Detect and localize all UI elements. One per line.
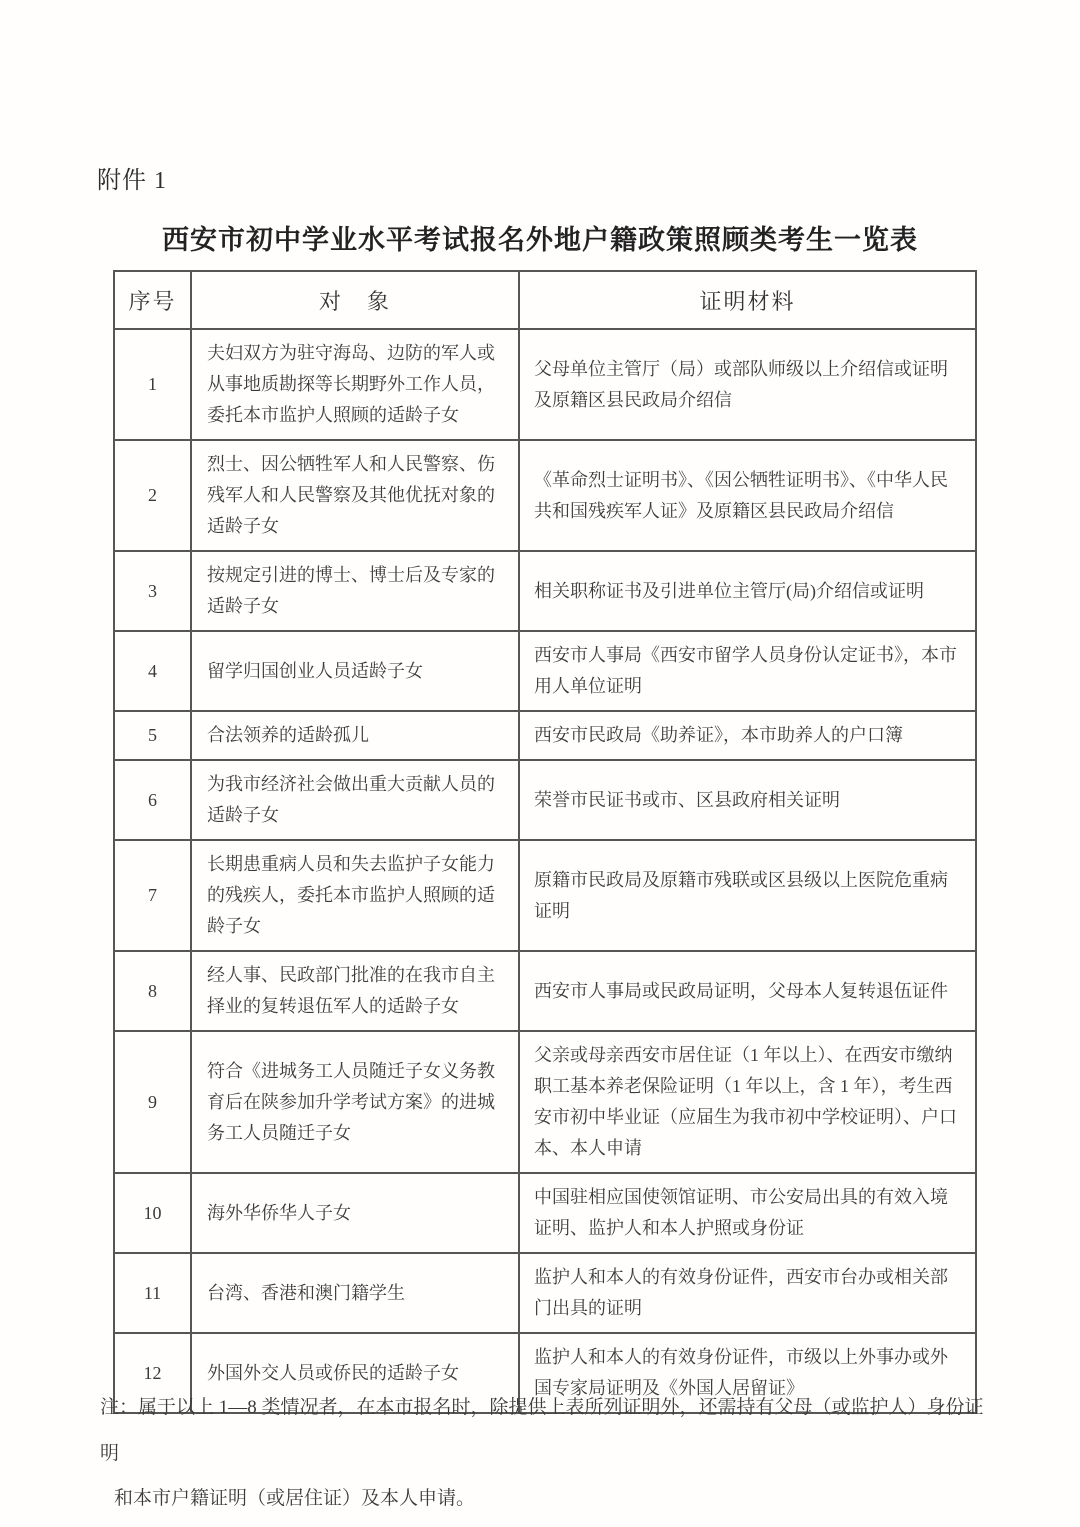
row-materials: 父母单位主管厅（局）或部队师级以上介绍信或证明及原籍区县民政局介绍信	[519, 329, 976, 440]
footnote-line: 和本市户籍证明（或居住证）及本人申请。	[114, 1488, 476, 1510]
row-materials: 原籍市民政局及原籍市残联或区县级以上医院危重病证明	[519, 840, 976, 951]
header-cell-no: 序号	[114, 271, 191, 329]
row-materials: 中国驻相应国使领馆证明、市公安局出具的有效入境证明、监护人和本人护照或身份证	[519, 1173, 976, 1253]
row-object: 海外华侨华人子女	[191, 1173, 519, 1253]
table-row	[114, 951, 976, 1031]
table-header-row	[114, 271, 976, 329]
row-object: 符合《进城务工人员随迁子女义务教育后在陕参加升学考试方案》的进城务工人员随迁子女	[191, 1031, 519, 1173]
footnote	[100, 1385, 985, 1522]
row-object: 留学归国创业人员适龄子女	[191, 631, 519, 711]
row-no: 9	[114, 1031, 191, 1173]
row-materials: 西安市人事局《西安市留学人员身份认定证书》，本市用人单位证明	[519, 631, 976, 711]
row-object: 按规定引进的博士、博士后及专家的适龄子女	[191, 551, 519, 631]
row-object: 外国外交人员或侨民的适龄子女	[191, 1333, 519, 1413]
row-no: 12	[114, 1333, 191, 1413]
header-cell-object: 对 象	[191, 271, 519, 329]
row-object: 合法领养的适龄孤儿	[191, 711, 519, 760]
row-object: 为我市经济社会做出重大贡献人员的适龄子女	[191, 760, 519, 840]
row-object: 烈士、因公牺牲军人和人民警察、伤残军人和人民警察及其他优抚对象的适龄子女	[191, 440, 519, 551]
row-materials: 监护人和本人的有效身份证件，市级以上外事办或外国专家局证明及《外国人居留证》	[519, 1333, 976, 1413]
row-materials: 《革命烈士证明书》、《因公牺牲证明书》、《中华人民共和国残疾军人证》及原籍区县民政局介绍信	[519, 440, 976, 551]
row-materials: 西安市民政局《助养证》，本市助养人的户口簿	[519, 711, 976, 760]
row-no: 11	[114, 1253, 191, 1333]
row-no: 1	[114, 329, 191, 440]
table-row	[114, 1253, 976, 1333]
row-no: 8	[114, 951, 191, 1031]
table-row	[114, 631, 976, 711]
row-materials: 相关职称证书及引进单位主管厅(局)介绍信或证明	[519, 551, 976, 631]
header-cell-materials: 证明材料	[519, 271, 976, 329]
row-no: 5	[114, 711, 191, 760]
row-no: 7	[114, 840, 191, 951]
policy-table	[113, 270, 977, 1414]
row-no: 6	[114, 760, 191, 840]
table-row	[114, 551, 976, 631]
table-row	[114, 329, 976, 440]
row-object: 长期患重病人员和失去监护子女能力的残疾人，委托本市监护人照顾的适龄子女	[191, 840, 519, 951]
row-object: 经人事、民政部门批准的在我市自主择业的复转退伍军人的适龄子女	[191, 951, 519, 1031]
row-materials: 荣誉市民证书或市、区县政府相关证明	[519, 760, 976, 840]
row-no: 2	[114, 440, 191, 551]
row-materials: 监护人和本人的有效身份证件，西安市台办或相关部门出具的证明	[519, 1253, 976, 1333]
page-title: 西安市初中学业水平考试报名外地户籍政策照顾类考生一览表	[162, 225, 918, 255]
table-row	[114, 711, 976, 760]
table-row	[114, 1031, 976, 1173]
row-materials: 西安市人事局或民政局证明，父母本人复转退伍证件	[519, 951, 976, 1031]
row-object: 台湾、香港和澳门籍学生	[191, 1253, 519, 1333]
row-object: 夫妇双方为驻守海岛、边防的军人或从事地质勘探等长期野外工作人员，委托本市监护人照顾的适龄子女	[191, 329, 519, 440]
row-no: 4	[114, 631, 191, 711]
row-no: 3	[114, 551, 191, 631]
table-row	[114, 440, 976, 551]
row-no: 10	[114, 1173, 191, 1253]
table-row	[114, 840, 976, 951]
table-row	[114, 760, 976, 840]
attachment-label: 附件 1	[97, 168, 167, 194]
footnote-line: 注：属于以上 1—8 类情况者，在本市报名时，除提供上表所列证明外，还需持有父母（或监护人）身份证明	[100, 1397, 984, 1464]
table-row	[114, 1173, 976, 1253]
row-materials: 父亲或母亲西安市居住证（1 年以上）、在西安市缴纳职工基本养老保险证明（1 年以上，含 1 年），考生西安市初中毕业证（应届生为我市初中学校证明）、户口本、本人申请	[519, 1031, 976, 1173]
